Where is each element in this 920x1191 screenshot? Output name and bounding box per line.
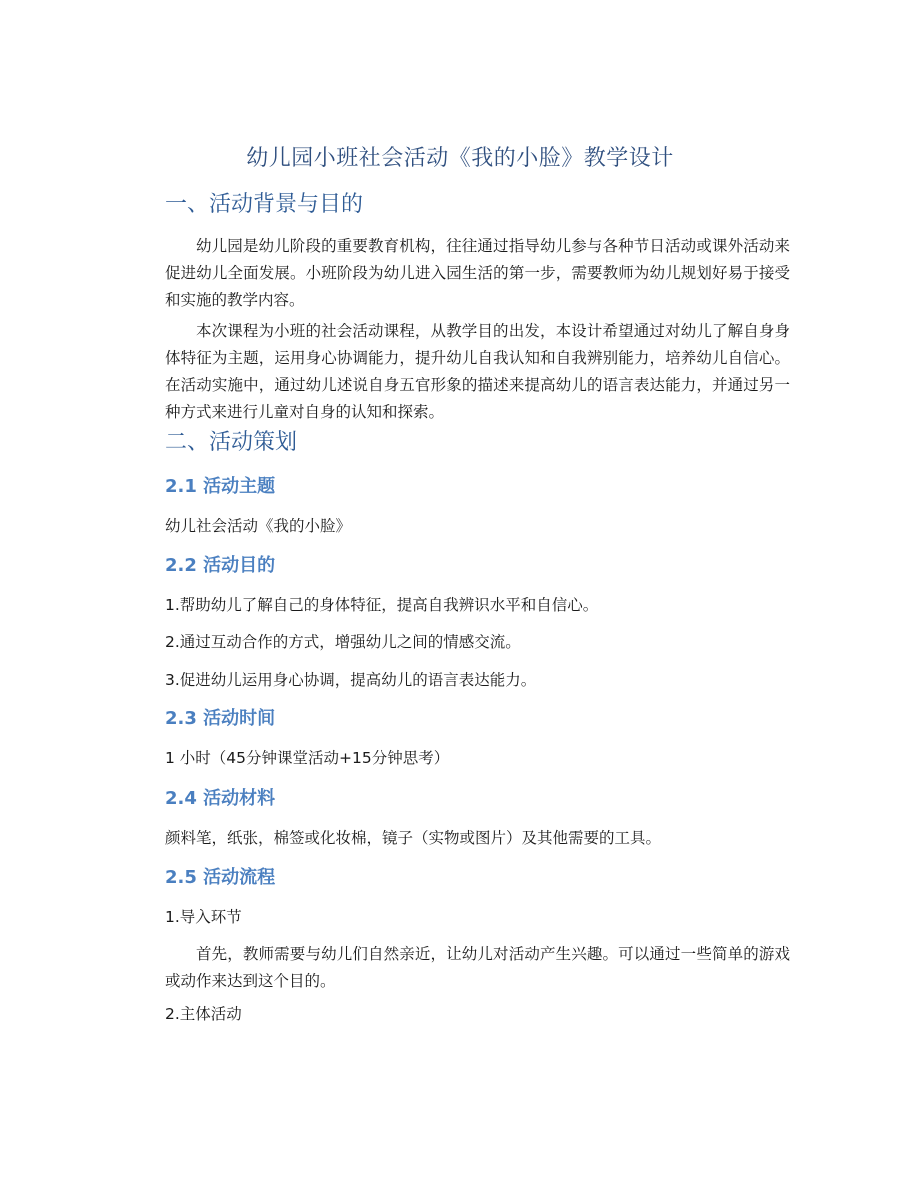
subheading-materials: 2.4 活动材料 bbox=[165, 788, 276, 809]
goal-item-2: 2.通过互动合作的方式，增强幼儿之间的情感交流。 bbox=[165, 633, 521, 651]
section-heading-planning: 二、活动策划 bbox=[165, 430, 298, 455]
materials-text: 颜料笔，纸张，棉签或化妆棉，镜子（实物或图片）及其他需要的工具。 bbox=[165, 829, 662, 847]
process-step-2-label: 2.主体活动 bbox=[165, 1005, 242, 1023]
subheading-time: 2.3 活动时间 bbox=[165, 708, 276, 729]
process-step-1-text: 首先，教师需要与幼儿们自然亲近，让幼儿对活动产生兴趣。可以通过一些简单的游戏或动作来达到这个目的。 bbox=[165, 945, 790, 990]
background-paragraph-1: 幼儿园是幼儿阶段的重要教育机构，往往通过指导幼儿参与各种节日活动或课外活动来促进幼儿全面发展。小班阶段为幼儿进入园生活的第一步，需要教师为幼儿规划好易于接受和实施的教学内容。 bbox=[165, 237, 790, 309]
goal-item-3: 3.促进幼儿运用身心协调，提高幼儿的语言表达能力。 bbox=[165, 671, 537, 689]
subheading-process: 2.5 活动流程 bbox=[165, 867, 276, 888]
subheading-theme: 2.1 活动主题 bbox=[165, 476, 276, 497]
goal-item-1: 1.帮助幼儿了解自己的身体特征，提高自我辨识水平和自信心。 bbox=[165, 596, 599, 614]
background-paragraph-2: 本次课程为小班的社会活动课程，从教学目的出发，本设计希望通过对幼儿了解自身身体特征为主题，运用身心协调能力，提升幼儿自我认知和自我辨别能力，培养幼儿自信心。在活动实施中，通过幼儿述说自身五官形象的描述来提高幼儿的语言表达能力，并通过另一种方式来进行儿童对自身的认知和探索。 bbox=[165, 322, 790, 421]
document-title: 幼儿园小班社会活动《我的小脸》教学设计 bbox=[246, 146, 674, 171]
section-heading-background: 一、活动背景与目的 bbox=[165, 192, 364, 217]
process-step-1-label: 1.导入环节 bbox=[165, 908, 242, 926]
subheading-goals: 2.2 活动目的 bbox=[165, 555, 276, 576]
time-text: 1 小时（45分钟课堂活动+15分钟思考） bbox=[165, 749, 450, 767]
theme-text: 幼儿社会活动《我的小脸》 bbox=[165, 517, 352, 535]
